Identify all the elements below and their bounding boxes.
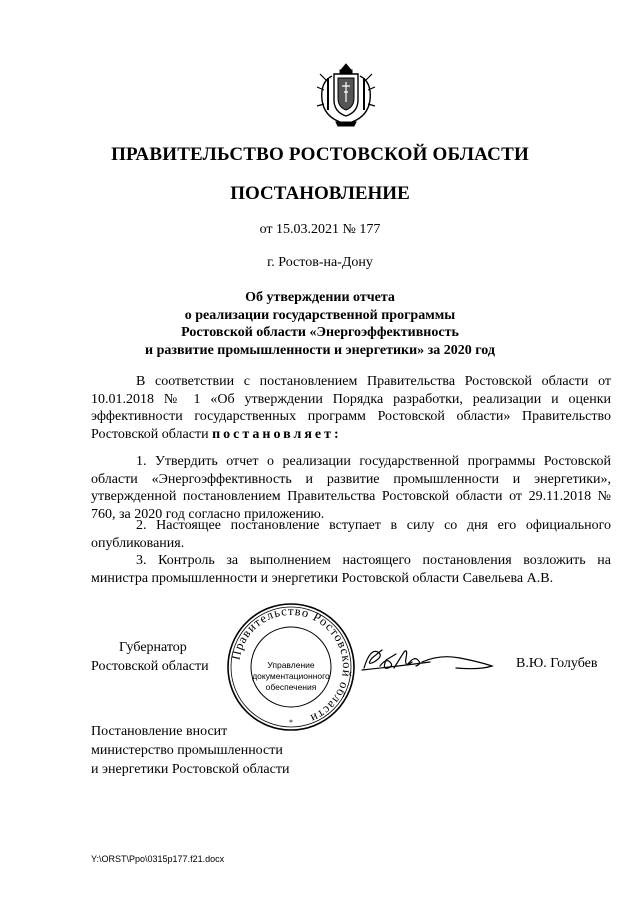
file-path: Y:\ORST\Ppo\0315p177.f21.docx (91, 854, 225, 864)
signatory-name: В.Ю. Голубев (516, 656, 598, 671)
date-and-number: от 15.03.2021 № 177 (259, 222, 381, 237)
signatory-title-line: Губернатор (119, 640, 187, 655)
subject-line: о реализации государственной программы (184, 307, 456, 323)
government-name: ПРАВИТЕЛЬСТВО РОСТОВСКОЙ ОБЛАСТИ (111, 144, 529, 165)
stamp-ring-text: Правительство Ростовской области (228, 603, 355, 726)
subject-line: Ростовской области «Энергоэффективность (181, 325, 459, 340)
item-3: 3. Контроль за выполнением настоящего постановления возложить на министра промышленности и энергетики Ростовской области Савельева А.В. (91, 553, 611, 586)
svg-text:*: * (289, 718, 293, 727)
subject-line: и развитие промышленности и энергетики» за 2020 год (145, 342, 495, 358)
coat-of-arms-icon (314, 60, 378, 130)
preamble-paragraph (91, 373, 611, 443)
stamp-center-line: Управление (267, 660, 315, 670)
stamp-center-line: документационного (252, 671, 330, 681)
official-stamp (226, 602, 356, 732)
submitted-by-line: и энергетики Ростовской области (91, 762, 290, 777)
item-2: 2. Настоящее постановление вступает в силу со дня его официального опубликования. (91, 518, 611, 551)
signatory-title-line: Ростовской области (91, 659, 209, 674)
submitted-by-line: Постановление вносит (91, 724, 228, 739)
preamble-resolves: постановляет: (212, 426, 342, 442)
item-1: 1. Утвердить отчет о реализации государственной программы Ростовской области «Энергоэффективность и развитие промышленности и энергетики», утвержденной постановлением Правительства Ростовской области от 29.11.2018 № 760, за 2020 год согласно приложению. (91, 454, 611, 522)
subject-line: Об утверждении отчета (245, 290, 395, 305)
submitted-by-line: министерство промышленности (91, 743, 283, 758)
signatory-title (91, 638, 209, 676)
document-type: ПОСТАНОВЛЕНИЕ (230, 183, 410, 204)
submitted-by (91, 722, 289, 779)
stamp-center-line: обеспечения (265, 682, 317, 692)
handwritten-signature-icon (360, 640, 500, 680)
preamble-text: В соответствии с постановлением Правительства Ростовской области от 10.01.2018 № 1 «Об утверждении Порядка разработки, реализации и оценки эффективности государственных программ Ростовской области» Правительство Ростовской области (91, 374, 611, 442)
document-subject (0, 289, 640, 359)
city: г. Ростов-на-Дону (267, 255, 373, 270)
